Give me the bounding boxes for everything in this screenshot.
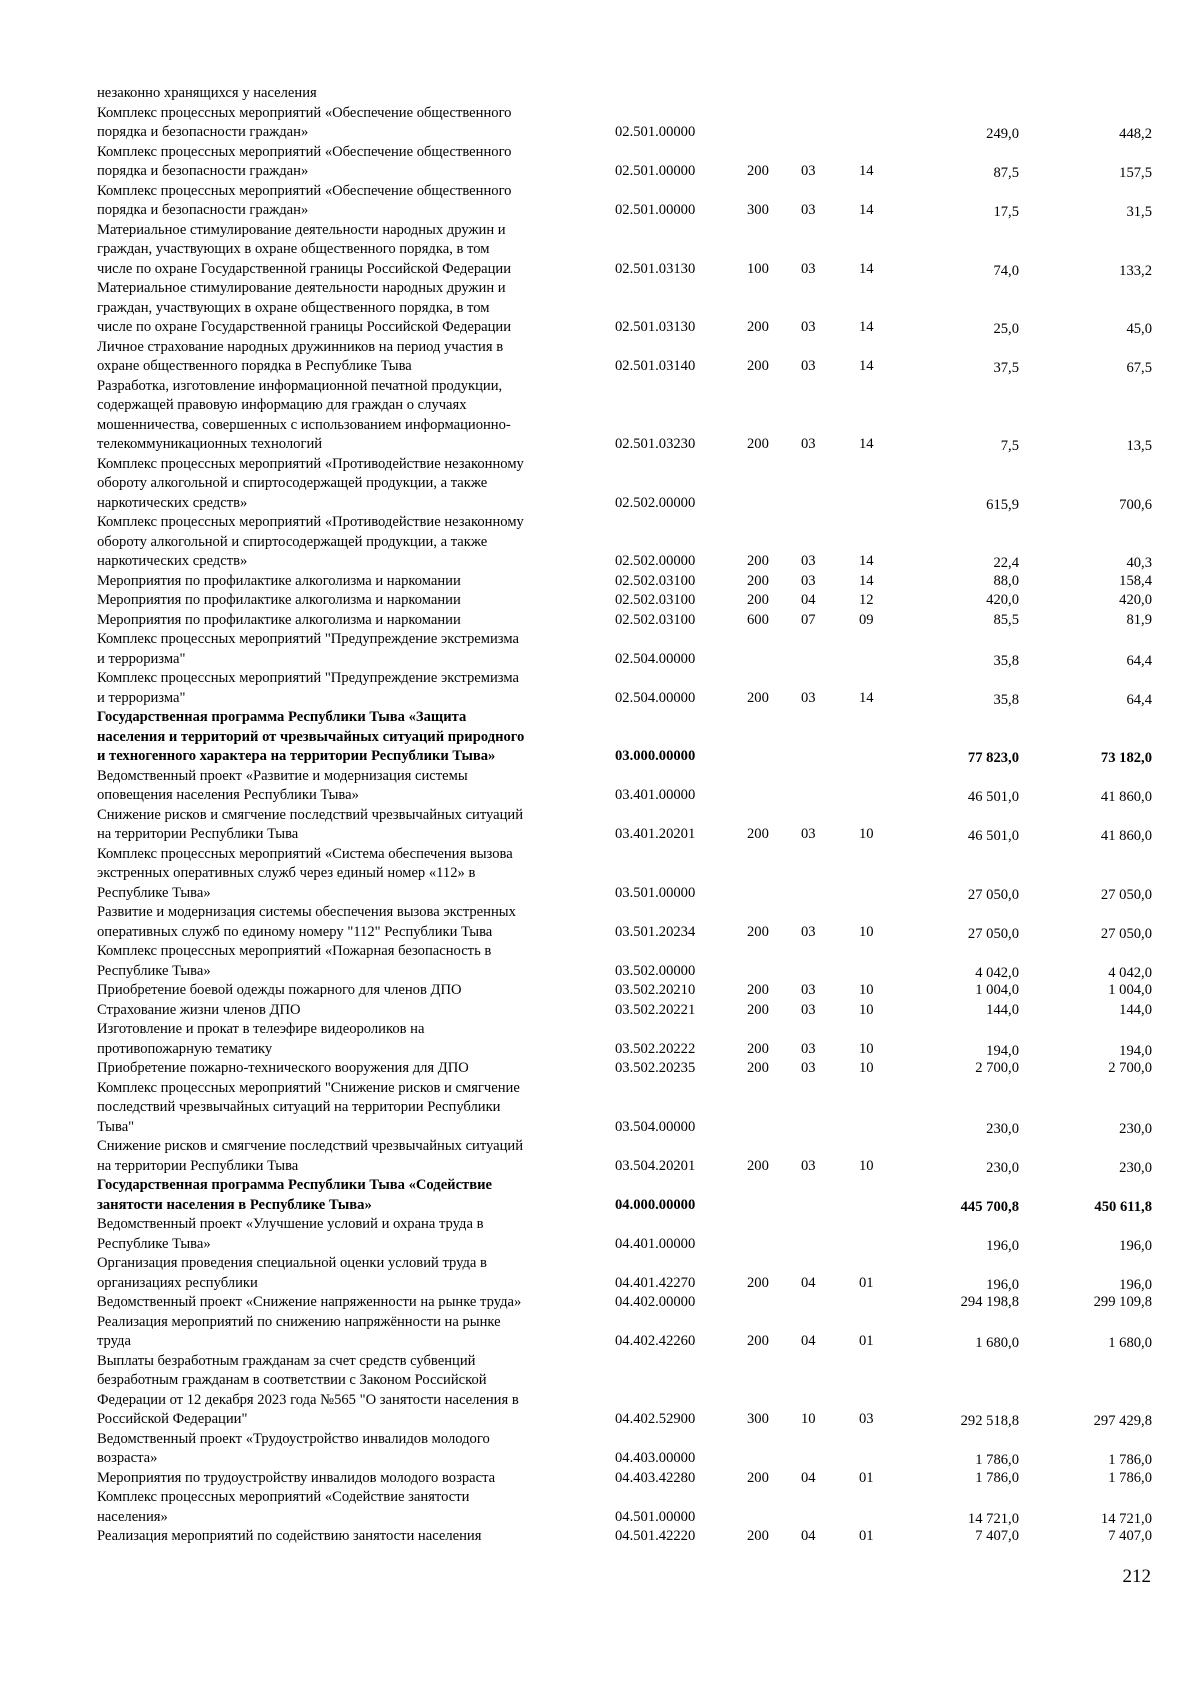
row-sum-year-2: 40,3 (1126, 555, 1152, 571)
row-sum-year-2: 27 050,0 (1100, 886, 1152, 903)
row-sum-year-2: 450 611,8 (1094, 1198, 1152, 1215)
row-section: 10 (801, 1411, 816, 1427)
row-expense-type: 200 (747, 1469, 769, 1486)
row-code: 04.501.42220 (615, 1528, 696, 1544)
table-row (97, 84, 1177, 104)
row-sum-year-1: 249,0 (986, 126, 1019, 142)
row-expense-type: 200 (747, 1157, 769, 1174)
row-sum-year-1: 85,5 (993, 611, 1019, 628)
row-name: Реализация мероприятий по снижению напряжённости на рынке труда (97, 1313, 501, 1349)
table-row (97, 182, 1177, 221)
row-code: 02.504.00000 (615, 689, 696, 706)
row-sum-year-2: 73 182,0 (1100, 750, 1152, 766)
row-sum-year-1: 230,0 (986, 1120, 1019, 1137)
row-sum-year-2: 1 786,0 (1108, 1452, 1152, 1468)
row-subsection: 14 (859, 163, 874, 179)
table-row (97, 1176, 1177, 1215)
row-name: Комплекс процессных мероприятий «Содействие занятости населения» (97, 1489, 470, 1525)
row-subsection: 09 (859, 611, 874, 628)
row-section: 04 (801, 1274, 816, 1291)
table-row (97, 767, 1177, 806)
row-sum-year-2: 1 680,0 (1108, 1335, 1152, 1351)
row-sum-year-2: 2 700,0 (1108, 1060, 1152, 1076)
row-sum-year-1: 196,0 (986, 1276, 1019, 1293)
table-row (97, 1313, 1177, 1352)
row-sum-year-2: 448,2 (1119, 126, 1152, 142)
row-subsection: 10 (859, 1157, 874, 1174)
row-subsection: 14 (859, 689, 874, 706)
row-sum-year-2: 81,9 (1126, 611, 1152, 628)
table-row (97, 669, 1177, 708)
row-code: 03.504.20201 (615, 1157, 696, 1174)
table-row (97, 981, 1177, 1001)
row-expense-type: 200 (747, 163, 769, 179)
row-section: 03 (801, 689, 816, 706)
row-subsection: 14 (859, 436, 874, 452)
row-subsection: 10 (859, 1060, 874, 1076)
row-sum-year-2: 230,0 (1119, 1159, 1152, 1176)
row-sum-year-2: 700,6 (1119, 496, 1152, 513)
row-sum-year-1: 294 198,8 (960, 1294, 1019, 1310)
row-name: Мероприятия по профилактике алкоголизма и наркомании (97, 572, 461, 589)
table-row (97, 1254, 1177, 1293)
table-row (97, 279, 1177, 338)
row-sum-year-2: 67,5 (1126, 360, 1152, 376)
row-sum-year-1: 4 042,0 (975, 964, 1019, 981)
row-sum-year-1: 35,8 (993, 652, 1019, 669)
row-sum-year-1: 77 823,0 (967, 750, 1019, 766)
row-name: Выплаты безработным гражданам за счет средств субвенций безработным гражданам в соответствии с Законом Российской Федерации от 12 декабря 2023 года №565 "О занятости населения в Российской Федерации" (97, 1352, 519, 1427)
row-sum-year-2: 196,0 (1119, 1276, 1152, 1293)
row-code: 02.502.00000 (615, 553, 696, 569)
table-row (97, 572, 1177, 592)
row-subsection: 14 (859, 319, 874, 335)
row-name: Комплекс процессных мероприятий «Обеспечение общественного порядка и безопасности граждан» (97, 182, 512, 218)
row-section: 03 (801, 202, 816, 218)
row-code: 03.401.20201 (615, 826, 696, 842)
row-expense-type: 200 (747, 689, 769, 706)
row-sum-year-1: 615,9 (986, 496, 1019, 513)
row-code: 03.401.00000 (615, 787, 696, 803)
row-expense-type: 200 (747, 319, 769, 335)
row-section: 07 (801, 611, 816, 628)
row-sum-year-2: 157,5 (1119, 165, 1152, 181)
row-name: Комплекс процессных мероприятий «Противодействие незаконному обороту алкогольной и спиртосодержащей продукции, а также наркотических средств» (97, 455, 524, 511)
table-row (97, 1352, 1177, 1430)
row-code: 04.402.52900 (615, 1411, 696, 1427)
row-sum-year-1: 27 050,0 (967, 925, 1019, 942)
row-code: 04.000.00000 (615, 1196, 696, 1213)
row-section: 03 (801, 1060, 816, 1076)
table-row (97, 1059, 1177, 1079)
table-row (97, 377, 1177, 455)
table-row (97, 455, 1177, 514)
row-expense-type: 200 (747, 826, 769, 842)
row-code: 02.502.03100 (615, 572, 696, 589)
row-section: 03 (801, 1001, 816, 1018)
row-sum-year-1: 196,0 (986, 1237, 1019, 1254)
row-name: Мероприятия по профилактике алкоголизма и наркомании (97, 592, 461, 608)
row-name: Государственная программа Республики Тыва «Защита населения и территорий от чрезвычайных ситуаций природного и техногенного характера на территории Республики Тыва» (97, 709, 525, 764)
table-row (97, 1020, 1177, 1059)
table-row (97, 513, 1177, 572)
row-sum-year-1: 25,0 (993, 321, 1019, 337)
row-sum-year-1: 7,5 (1000, 438, 1019, 454)
row-expense-type: 200 (747, 923, 769, 940)
row-expense-type: 100 (747, 260, 769, 277)
row-code: 03.502.20235 (615, 1060, 696, 1076)
row-name: Комплекс процессных мероприятий «Обеспечение общественного порядка и безопасности граждан» (97, 104, 512, 140)
row-name: Государственная программа Республики Тыва «Содействие занятости населения в Республике Тыва» (97, 1177, 492, 1213)
row-expense-type: 600 (747, 611, 769, 628)
row-section: 03 (801, 436, 816, 452)
row-section: 03 (801, 923, 816, 940)
row-section: 03 (801, 358, 816, 374)
row-sum-year-1: 445 700,8 (960, 1198, 1019, 1215)
row-code: 02.501.03130 (615, 319, 696, 335)
row-section: 04 (801, 1469, 816, 1486)
row-name: Организация проведения специальной оценки условий труда в организациях республики (97, 1255, 487, 1291)
row-name: Реализация мероприятий по содействию занятости населения (97, 1528, 482, 1544)
row-sum-year-1: 46 501,0 (967, 828, 1019, 844)
row-name: Страхование жизни членов ДПО (97, 1001, 301, 1018)
row-sum-year-1: 144,0 (986, 1001, 1019, 1018)
row-code: 04.501.00000 (615, 1508, 696, 1525)
row-subsection: 12 (859, 592, 874, 608)
table-row (97, 338, 1177, 377)
row-code: 02.501.03230 (615, 436, 696, 452)
table-row (97, 1079, 1177, 1138)
row-section: 03 (801, 319, 816, 335)
row-name: Комплекс процессных мероприятий «Противодействие незаконному обороту алкогольной и спиртосодержащей продукции, а также наркотических средств» (97, 514, 524, 569)
row-sum-year-2: 14 721,0 (1100, 1510, 1152, 1527)
row-section: 03 (801, 260, 816, 277)
row-code: 02.501.00000 (615, 163, 696, 179)
row-sum-year-2: 1 786,0 (1108, 1469, 1152, 1486)
row-code: 03.501.00000 (615, 884, 696, 901)
row-name: Снижение рисков и смягчение последствий чрезвычайных ситуаций на территории Республики Тыва (97, 1138, 524, 1174)
row-sum-year-1: 1 004,0 (975, 982, 1019, 998)
table-row (97, 221, 1177, 280)
row-subsection: 01 (859, 1469, 874, 1486)
row-code: 04.403.42280 (615, 1469, 696, 1486)
row-sum-year-1: 7 407,0 (975, 1528, 1019, 1544)
row-code: 02.502.00000 (615, 494, 696, 511)
row-section: 03 (801, 1040, 816, 1057)
row-sum-year-1: 292 518,8 (960, 1413, 1019, 1429)
row-name: Комплекс процессных мероприятий "Снижение рисков и смягчение последствий чрезвычайных ситуаций на территории Республики Тыва" (97, 1079, 520, 1135)
row-code: 03.501.20234 (615, 923, 696, 940)
table-row (97, 104, 1177, 143)
row-section: 03 (801, 163, 816, 179)
row-name: Материальное стимулирование деятельности народных дружин и граждан, участвующих в охране общественного порядка, в том числе по охране Государственной границы Российской Федерации (97, 280, 512, 335)
row-subsection: 01 (859, 1333, 874, 1349)
row-subsection: 14 (859, 358, 874, 374)
row-name: Мероприятия по трудоустройству инвалидов молодого возраста (97, 1469, 496, 1486)
row-sum-year-1: 14 721,0 (967, 1510, 1019, 1527)
row-code: 02.501.03140 (615, 358, 696, 374)
table-row (97, 143, 1177, 182)
row-section: 03 (801, 826, 816, 842)
row-name: Материальное стимулирование деятельности народных дружин и граждан, участвующих в охране общественного порядка, в том числе по охране Государственной границы Российской Федерации (97, 221, 512, 277)
row-name: Изготовление и прокат в телеэфире видеороликов на противопожарную тематику (97, 1021, 425, 1057)
row-section: 03 (801, 553, 816, 569)
row-code: 03.502.20222 (615, 1040, 696, 1057)
row-code: 04.402.42260 (615, 1333, 696, 1349)
row-sum-year-1: 87,5 (993, 165, 1019, 181)
row-sum-year-2: 420,0 (1119, 592, 1152, 608)
row-section: 03 (801, 1157, 816, 1174)
row-subsection: 01 (859, 1274, 874, 1291)
row-subsection: 14 (859, 572, 874, 589)
budget-table (97, 84, 1177, 1547)
row-subsection: 10 (859, 923, 874, 940)
table-row (97, 845, 1177, 904)
row-subsection: 14 (859, 260, 874, 277)
row-expense-type: 200 (747, 1060, 769, 1076)
row-code: 04.403.00000 (615, 1450, 696, 1466)
row-name: Развитие и модернизация системы обеспечения вызова экстренных оперативных служб по единому номеру "112" Республики Тыва (97, 904, 516, 940)
row-section: 03 (801, 572, 816, 589)
row-sum-year-2: 4 042,0 (1108, 964, 1152, 981)
row-subsection: 10 (859, 1040, 874, 1057)
row-expense-type: 200 (747, 553, 769, 569)
row-name: Ведомственный проект «Улучшение условий и охрана труда в Республике Тыва» (97, 1216, 484, 1252)
row-section: 04 (801, 592, 816, 608)
row-sum-year-1: 194,0 (986, 1042, 1019, 1059)
row-code: 04.401.00000 (615, 1235, 696, 1252)
table-row (97, 630, 1177, 669)
row-sum-year-1: 37,5 (993, 360, 1019, 376)
row-sum-year-2: 133,2 (1119, 262, 1152, 279)
table-row (97, 942, 1177, 981)
row-sum-year-2: 31,5 (1126, 204, 1152, 220)
row-name: Ведомственный проект «Развитие и модернизация системы оповещения населения Республики Тыва» (97, 767, 468, 803)
page-number: 212 (1122, 1566, 1151, 1587)
table-row (97, 1527, 1177, 1547)
row-code: 03.502.20221 (615, 1001, 696, 1018)
row-name: Комплекс процессных мероприятий «Система обеспечения вызова экстренных оперативных служб через единый номер «112» в Республике Тыва» (97, 845, 513, 901)
row-sum-year-1: 22,4 (993, 555, 1019, 571)
row-sum-year-1: 1 680,0 (975, 1335, 1019, 1351)
table-row (97, 1215, 1177, 1254)
row-expense-type: 300 (747, 202, 769, 218)
table-row (97, 806, 1177, 845)
row-sum-year-2: 297 429,8 (1093, 1413, 1152, 1429)
row-expense-type: 200 (747, 436, 769, 452)
table-row (97, 1293, 1177, 1313)
table-row (97, 1430, 1177, 1469)
row-name: Разработка, изготовление информационной печатной продукции, содержащей правовую информацию для граждан о случаях мошенничества, совершенных с использованием информационно- телекоммуникационных технологий (97, 377, 511, 452)
row-subsection: 10 (859, 826, 874, 842)
table-row (97, 1469, 1177, 1489)
row-name: Комплекс процессных мероприятий "Предупреждение экстремизма и терроризма" (97, 670, 519, 706)
row-name: Личное страхование народных дружинников на период участия в охране общественного порядка в Республике Тыва (97, 338, 504, 374)
table-row (97, 591, 1177, 611)
row-sum-year-2: 13,5 (1126, 438, 1152, 454)
row-sum-year-1: 1 786,0 (975, 1469, 1019, 1486)
row-code: 02.501.03130 (615, 260, 696, 277)
row-sum-year-1: 2 700,0 (975, 1060, 1019, 1076)
row-sum-year-1: 35,8 (993, 691, 1019, 708)
row-subsection: 14 (859, 553, 874, 569)
row-sum-year-2: 1 004,0 (1108, 982, 1152, 998)
row-name: Ведомственный проект «Снижение напряженности на рынке труда» (97, 1294, 522, 1310)
row-sum-year-2: 196,0 (1119, 1237, 1152, 1254)
row-code: 03.502.20210 (615, 982, 696, 998)
row-name: Снижение рисков и смягчение последствий чрезвычайных ситуаций на территории Республики Тыва (97, 806, 524, 842)
row-code: 04.402.00000 (615, 1294, 696, 1310)
table-row (97, 1137, 1177, 1176)
row-subsection: 10 (859, 982, 874, 998)
row-expense-type: 300 (747, 1411, 769, 1427)
row-name: Приобретение боевой одежды пожарного для членов ДПО (97, 982, 462, 998)
row-subsection: 14 (859, 202, 874, 218)
row-sum-year-1: 88,0 (993, 572, 1019, 589)
row-code: 03.502.00000 (615, 962, 696, 979)
row-code: 04.401.42270 (615, 1274, 696, 1291)
row-sum-year-1: 1 786,0 (975, 1452, 1019, 1468)
row-code: 02.501.00000 (615, 202, 696, 218)
row-expense-type: 200 (747, 1001, 769, 1018)
row-name: Комплекс процессных мероприятий «Обеспечение общественного порядка и безопасности граждан» (97, 143, 512, 179)
table-row (97, 1488, 1177, 1527)
row-expense-type: 200 (747, 1333, 769, 1349)
row-sum-year-2: 64,4 (1126, 652, 1152, 669)
table-row (97, 708, 1177, 767)
row-code: 02.504.00000 (615, 650, 696, 667)
row-expense-type: 200 (747, 572, 769, 589)
row-sum-year-2: 194,0 (1119, 1042, 1152, 1059)
row-sum-year-2: 230,0 (1119, 1120, 1152, 1137)
row-name: Мероприятия по профилактике алкоголизма и наркомании (97, 611, 461, 628)
row-subsection: 10 (859, 1001, 874, 1018)
row-sum-year-1: 27 050,0 (967, 886, 1019, 903)
row-sum-year-1: 230,0 (986, 1159, 1019, 1176)
row-expense-type: 200 (747, 1274, 769, 1291)
row-name: Приобретение пожарно-технического вооружения для ДПО (97, 1060, 469, 1076)
row-code: 02.502.03100 (615, 611, 696, 628)
row-sum-year-1: 46 501,0 (967, 789, 1019, 805)
row-code: 02.502.03100 (615, 592, 696, 608)
row-expense-type: 200 (747, 1040, 769, 1057)
row-sum-year-1: 17,5 (993, 204, 1019, 220)
row-code: 03.504.00000 (615, 1118, 696, 1135)
row-code: 02.501.00000 (615, 124, 696, 140)
row-name: Ведомственный проект «Трудоустройство инвалидов молодого возраста» (97, 1430, 490, 1466)
row-sum-year-2: 27 050,0 (1100, 925, 1152, 942)
table-row (97, 903, 1177, 942)
table-row (97, 611, 1177, 631)
row-sum-year-2: 144,0 (1119, 1001, 1152, 1018)
row-sum-year-2: 299 109,8 (1093, 1294, 1152, 1310)
row-sum-year-2: 41 860,0 (1100, 789, 1152, 805)
row-sum-year-2: 158,4 (1119, 572, 1152, 589)
row-name: Комплекс процессных мероприятий «Пожарная безопасность в Республике Тыва» (97, 943, 492, 979)
table-row (97, 1001, 1177, 1021)
row-name: Комплекс процессных мероприятий "Предупреждение экстремизма и терроризма" (97, 631, 519, 667)
row-sum-year-2: 41 860,0 (1100, 828, 1152, 844)
row-expense-type: 200 (747, 1528, 769, 1544)
row-code: 03.000.00000 (615, 748, 696, 764)
row-sum-year-2: 45,0 (1126, 321, 1152, 337)
row-sum-year-1: 74,0 (993, 262, 1019, 279)
row-subsection: 03 (859, 1411, 874, 1427)
row-name: незаконно хранящихся у населения (97, 85, 317, 101)
row-sum-year-2: 7 407,0 (1108, 1528, 1152, 1544)
row-expense-type: 200 (747, 592, 769, 608)
row-section: 04 (801, 1333, 816, 1349)
row-expense-type: 200 (747, 358, 769, 374)
row-sum-year-2: 64,4 (1126, 691, 1152, 708)
row-section: 03 (801, 982, 816, 998)
row-section: 04 (801, 1528, 816, 1544)
row-subsection: 01 (859, 1528, 874, 1544)
row-expense-type: 200 (747, 982, 769, 998)
row-sum-year-1: 420,0 (986, 592, 1019, 608)
